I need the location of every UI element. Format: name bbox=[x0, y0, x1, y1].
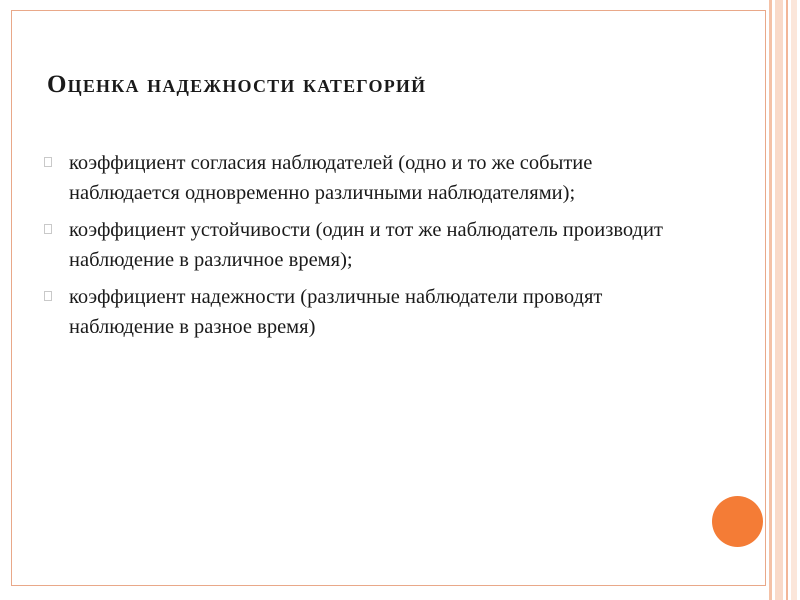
decorative-stripe bbox=[786, 0, 788, 600]
bullet-marker-icon bbox=[44, 157, 52, 167]
slide-title: Оценка надежности категорий bbox=[47, 71, 427, 98]
orange-circle-icon bbox=[712, 496, 763, 547]
bullet-list bbox=[42, 148, 682, 349]
bullet-item bbox=[42, 215, 682, 275]
bullet-item bbox=[42, 282, 682, 342]
bullet-text: коэффициент согласия наблюдателей (одно и то же событие наблюдается одновременно различными наблюдателями); bbox=[69, 152, 593, 204]
bullet-marker-icon bbox=[44, 224, 52, 234]
decorative-stripe bbox=[775, 0, 783, 600]
decorative-stripe bbox=[769, 0, 772, 600]
bullet-text: коэффициент надежности (различные наблюдатели проводят наблюдение в разное время) bbox=[69, 286, 603, 338]
bullet-marker-icon bbox=[44, 291, 52, 301]
bullet-item bbox=[42, 148, 682, 208]
bullet-text: коэффициент устойчивости (один и тот же наблюдатель производит наблюдение в различное время); bbox=[69, 219, 663, 271]
decorative-stripe bbox=[791, 0, 797, 600]
